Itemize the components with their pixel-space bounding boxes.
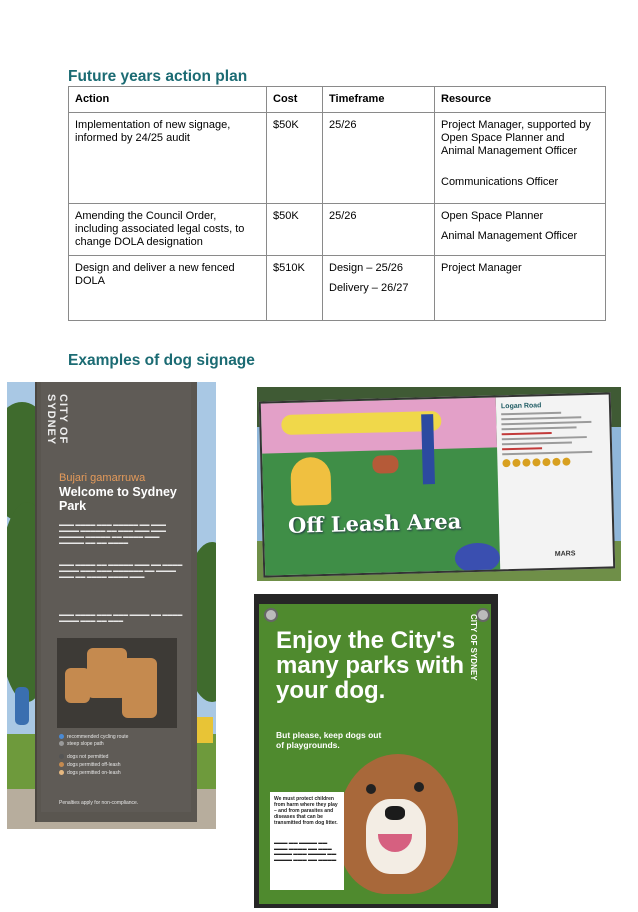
column-header-cost: Cost bbox=[267, 87, 323, 113]
cell-timeframe bbox=[323, 113, 435, 204]
table-row bbox=[69, 256, 606, 321]
cell-resource bbox=[435, 204, 606, 256]
section-heading-dog-signage: Examples of dog signage bbox=[68, 352, 255, 369]
park-map bbox=[57, 638, 177, 728]
city-of-sydney-logo: CITY OF SYDNEY bbox=[469, 614, 478, 681]
penalty-note: Penalties apply for non-compliance. bbox=[59, 800, 139, 806]
text-line bbox=[501, 421, 591, 425]
legend-item: dogs permitted on-leash bbox=[59, 770, 121, 776]
artwork-cloud bbox=[281, 411, 441, 435]
sign-text-block: ▬▬▬ ▬▬▬▬ ▬▬▬ ▬▬▬ ▬▬▬▬ ▬▬ ▬▬▬▬ ▬▬▬▬ ▬▬▬ ▬▬ ▬▬▬ bbox=[59, 612, 183, 624]
cell-action: Amending the Council Order, including associated legal costs, to change DOLA designation bbox=[69, 204, 267, 256]
cell-cost: $510K bbox=[267, 256, 323, 321]
text-line bbox=[501, 416, 581, 420]
timeframe-line: 25/26 bbox=[329, 119, 357, 131]
timeframe-line: Design – 25/26 bbox=[329, 262, 403, 274]
resource-line: Animal Management Officer bbox=[441, 230, 578, 242]
off-leash-area-sign-photo bbox=[257, 387, 621, 581]
dog-nose bbox=[385, 806, 405, 820]
resource-line: Project Manager, supported by Open Space Planner and Animal Management Officer bbox=[441, 119, 591, 157]
table-row bbox=[69, 204, 606, 256]
cell-action: Design and deliver a new fenced DOLA bbox=[69, 256, 267, 321]
column-header-action: Action bbox=[69, 87, 267, 113]
text-line bbox=[501, 412, 561, 416]
action-plan-table bbox=[68, 86, 606, 321]
rule-icons bbox=[502, 457, 602, 468]
column-header-timeframe: Timeframe bbox=[323, 87, 435, 113]
yellow-barrier bbox=[195, 717, 213, 743]
timeframe-line: Delivery – 26/27 bbox=[329, 282, 409, 294]
sign-artwork bbox=[261, 397, 500, 575]
text-line bbox=[502, 451, 592, 455]
text-line bbox=[502, 436, 587, 440]
legend-item: steep slope path bbox=[59, 741, 104, 747]
sign-headline: Enjoy the City's many parks with your dog. bbox=[276, 627, 465, 704]
city-of-sydney-logo: CITY OF SYDNEY bbox=[45, 394, 69, 446]
grommet bbox=[264, 608, 278, 622]
welcome-title: Welcome to Sydney Park bbox=[59, 485, 177, 513]
cell-resource bbox=[435, 113, 606, 204]
person-figure bbox=[15, 687, 29, 725]
map-area bbox=[87, 648, 127, 698]
sign-subline: But please, keep dogs out of playgrounds. bbox=[276, 730, 382, 750]
text-line bbox=[502, 441, 572, 445]
cell-timeframe bbox=[323, 256, 435, 321]
column-header-resource: Resource bbox=[435, 87, 606, 113]
dog-eye bbox=[366, 784, 376, 794]
table-header-row bbox=[69, 87, 606, 113]
enjoy-parks-sign-photo bbox=[254, 594, 498, 908]
table-row bbox=[69, 113, 606, 204]
artwork-person-legs bbox=[421, 414, 435, 484]
cell-resource bbox=[435, 256, 606, 321]
resource-line: Project Manager bbox=[441, 262, 522, 274]
cell-cost: $50K bbox=[267, 204, 323, 256]
section-heading-action-plan: Future years action plan bbox=[68, 68, 248, 85]
artwork-dog bbox=[372, 455, 398, 474]
legend-item: dogs permitted off-leash bbox=[59, 762, 121, 768]
artwork-person bbox=[290, 457, 331, 506]
cell-cost: $50K bbox=[267, 113, 323, 204]
sign-board bbox=[259, 392, 615, 577]
resource-line: Open Space Planner bbox=[441, 210, 544, 222]
sign-text-block: ▬▬▬ ▬▬▬▬ ▬▬ ▬▬▬▬▬ ▬▬▬ ▬▬ ▬▬▬▬ ▬▬▬▬ ▬▬▬ ▬▬▬ ▬▬▬▬▬▬ ▬▬ ▬▬▬▬ ▬▬▬ ▬▬ ▬▬▬▬ ▬▬▬▬ ▬▬▬ bbox=[59, 562, 183, 580]
grommet bbox=[476, 608, 490, 622]
info-box-smallprint: ▬▬▬ ▬▬ ▬▬▬▬ ▬▬ ▬▬▬ ▬▬▬▬ ▬▬ ▬▬▬ ▬▬▬▬ ▬▬▬ ▬▬▬▬ ▬▬ ▬▬▬▬ ▬▬▬ ▬▬ ▬▬▬▬ bbox=[274, 840, 337, 862]
info-box-text: We must protect children from harm where they play – and from parasites and diseases that can be transmitted from dog litter. bbox=[274, 796, 338, 826]
legend-item: dogs not permitted bbox=[59, 754, 108, 760]
text-line bbox=[502, 426, 577, 430]
sydney-park-sign-photo bbox=[7, 382, 216, 829]
map-area bbox=[122, 658, 157, 718]
cell-timeframe bbox=[323, 204, 435, 256]
timeframe-line: 25/26 bbox=[329, 210, 357, 222]
artwork-bush bbox=[455, 542, 501, 573]
indigenous-name: Bujari gamarruwa bbox=[59, 472, 146, 484]
off-leash-title: Off Leash Area bbox=[287, 508, 462, 538]
sign-info-panel bbox=[501, 401, 603, 468]
legend-item: recommended cycling route bbox=[59, 734, 128, 740]
resource-line: Communications Officer bbox=[441, 176, 559, 188]
dog-eye bbox=[414, 782, 424, 792]
sign-text-block: ▬▬▬ ▬▬▬▬ ▬▬▬ ▬▬▬▬▬ ▬▬ ▬▬▬ ▬▬▬▬ ▬▬▬▬▬ ▬▬ ▬▬▬ ▬▬▬ ▬▬▬ ▬▬▬▬▬ ▬▬▬▬▬ ▬▬ ▬▬▬▬ ▬▬▬ ▬▬▬▬▬ ▬▬ ▬▬ ▬▬▬▬ bbox=[59, 522, 166, 546]
map-area bbox=[65, 668, 90, 703]
mars-logo: MARS bbox=[554, 550, 576, 558]
text-line bbox=[502, 447, 542, 450]
cell-action: Implementation of new signage, informed by 24/25 audit bbox=[69, 113, 267, 204]
text-line bbox=[502, 432, 552, 435]
road-name: Logan Road bbox=[500, 402, 542, 411]
